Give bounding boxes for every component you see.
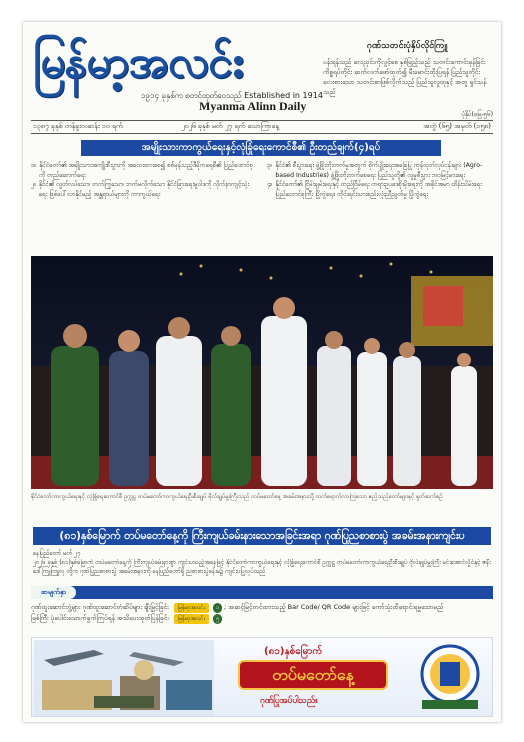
objective-item <box>31 161 257 180</box>
english-name: Myanma Alinn Daily <box>199 99 307 113</box>
story-dateline: နေပြည်တော် မတ် ၂၇ <box>33 550 81 557</box>
secondary-headline: (၈၁)နှစ်မြောက် တပ်မတော်နေ့ကို ကြီးကျယ်ခမ်းနားသောအခြင်းအရာ ဂုဏ်ပြုညစာစားပွဲ အခမ်းအနားကျင်းပ <box>33 527 491 545</box>
objective-number: ၁။ <box>31 162 37 169</box>
objectives-column-right <box>267 161 493 251</box>
inside-teasers <box>31 602 493 636</box>
ad-armed-forces-day: တပ်မတော်နေ့ <box>238 660 388 690</box>
teaser-link[interactable]: အဆင့်မြင့်တင်ထားသည့် Bar Code/ QR Code များဖြင့် ကော်သုံးထိရောင်းရမှုသောမည် <box>228 603 444 611</box>
objective-item <box>267 180 493 199</box>
objective-text: နိုင်ငံတော်၏ အမျိုးသားအကျိုးစီးပွားကို အလေးထားစေ၍ စစ်မှန်သည့်ဒီမိုကရေစီ၏ ပြည်ထောင်စုကို တည်ဆောက်ရေး <box>39 162 254 179</box>
teaser-row <box>31 613 493 624</box>
myanmar-date: ၁၃၈၇ ခုနှစ် တန်ခူးလဆန်း ၁၀ ရက် <box>33 122 123 130</box>
story-body: ၂၀၂၆ ခုနှစ် (၈၁)နှစ်မြောက် တပ်မတော်နေ့ကို ကြီးကျယ်ခမ်းနားစွာ ကျင်းပသည့်အနေဖြင့် နိုင်ငံတော်ကာကွယ်ရေးနှင့် လုံခြုံရေးကောင်စီ ဥက္ကဋ္ဌ တပ်မတော်ကာကွယ်ရေးဦးစီးချုပ် ဗိုလ်ချုပ်မှူးကြီး မင်းအောင်လှိုင်နှင့် ဇနီး ဒေါ်ကြူကြူလှ တို့က ဂုဏ်ပြုညစာစားပွဲ အခမ်းအနားကို နေပြည်တော်ရှိ ညစာစားပွဲခန်းမ၌ ကျင်းပပြုလုပ်သည် <box>33 559 491 575</box>
objectives-column-left <box>31 161 257 251</box>
objective-text: နိုင်ငံတော်၏ ငြိမ်းချမ်းရေးနှင့် တည်ငြိမ်ရေး တရားဥပဒေစိုးမိုးရေးကို အခိုင်အမာ ထိန်းသိမ်းရေး ပြည်ထောင်စုကြီး ပြိုကွဲရေး၊ တိုင်းရင်းသားစည်းလုံးညီညွတ်မှု ပြိုကွဲရေး <box>275 181 482 198</box>
established-line: ၁၉၁၄ ခုနှစ်က စတင်ထုတ်ဝေသည် Established in 1914 <box>141 91 323 100</box>
objective-number: ၄။ <box>267 181 273 188</box>
objective-item <box>31 180 257 199</box>
newspaper-title: မြန်မာ့အလင်း <box>33 37 243 88</box>
objective-number: ၂။ <box>31 181 36 188</box>
reception-photo-illustration <box>31 256 493 489</box>
print-reference: ပုံနှိပ်(ဖမြ-၅၆) <box>461 111 493 118</box>
teaser-tag: မြန်မာ့အလင်း <box>174 603 209 613</box>
newspaper-front-page <box>23 22 501 722</box>
teaser-row: ဂုဏ်ထူးဆောင်ဘွဲ့များ ဂုဏ်ထူးဆောင်တံဆိပ်များ ချီးမြှင့်ခြင်း မြန်မာ့အလင်း ၁ ; အဆင့်မြင့်တင်ထားသည့် Bar Code/ QR Code များဖြင့် ကော်သုံးထိရောင်းရမှုသောမည် <box>31 603 444 611</box>
dateline <box>31 120 493 134</box>
section-bar <box>31 586 493 599</box>
motto-title: ဂုဏ်သတင်းပုံနှိပ်လိုင်ကြူ <box>366 41 448 51</box>
teaser-link[interactable]: ဂုဏ်ထူးဆောင်ဘွဲ့များ ဂုဏ်ထူးဆောင်တံဆိပ်များ ချီးမြှင့်ခြင်း <box>31 603 169 611</box>
objective-number: ၃။ <box>267 162 273 169</box>
motto-text: ပန်းရန်သည် လေညှင်းကိုလွင့်စေ နှစ်မြည့်သည် သတင်းကောင်းမှန်ခြင်း ကိစ္စရပ်တိုင်း ဆက်လက်ဖော်ထုတ်၍ မီးမောင်းထိုးပြရန် ပြည်သူတိုင်း လေးစားသော သတင်းစာဖြစ်လိုက်သည် ပြည်သူလူထုနှင့် အတူ ရှင်သန်သည် <box>323 58 487 96</box>
military-collage-image <box>34 640 214 716</box>
main-headline: အမျိုးသားကာကွယ်ရေးနှင့်လုံခြုံရေးကောင်စီ၏ ဦးတည်ချက်(၄)ရပ် <box>81 140 441 156</box>
objective-item <box>267 161 493 180</box>
gregorian-date: ၂၀၂၆ ခုနှစ် မတ် ၂၇ ရက် သောကြာနေ့ <box>181 122 279 130</box>
sponsor-logo <box>418 644 482 710</box>
photo-caption: နိုင်ငံတော်ကာကွယ်ရေးနှင့် လုံခြုံရေးကောင်စီ ဥက္ကဋ္ဌ တပ်မတော်ကာကွယ်ရေးဦးစီးချုပ် ဗိုလ်ချုပ်မှူးကြီးသည် တပ်မတော်နေ့ အခမ်းအနားသို့ တက်ရောက်လာကြသော ဧည့်သည်တော်များနှင့် နှုတ်ဆက်စဉ် <box>31 494 443 500</box>
masthead <box>33 36 323 113</box>
motto-box <box>323 40 491 106</box>
advertisement <box>31 637 493 717</box>
ad-tribute: ဂုဏ်ပြုအပ်ပါသည်။ <box>260 696 318 706</box>
objectives-list <box>31 161 493 251</box>
section-label: စာမျက်နှာ <box>31 586 76 599</box>
teaser-page: ၁ <box>213 603 222 613</box>
ad-anniversary: (၈၁)နှစ်မြောက် <box>264 646 323 657</box>
teaser-tag: မြန်မာ့အလင်း <box>174 614 209 624</box>
objective-text: နိုင်ငံ၏ စီးပွားရေး ဖွံ့ဖြိုးတိုးတက်မှုအတွက် စိုက်ပျိုးရေးအခြေပြု ကုန်ထုတ်လုပ်ငန်းများ (Agro-based Industries) ဖွံ့ဖြိုးတိုးတက်စေရေး ပြည်သူတို့၏ လူမှုစီးပွား ဘဝမြင့်မားရေး <box>275 162 483 179</box>
lead-photo <box>31 256 493 489</box>
teaser-link[interactable]: မြစ်ကြီး ပုံပေါင်းသောက်ခွက်ကြပ်ရန် အသိပေးထုတ်ပြန်ခြင်း <box>31 614 169 622</box>
objective-text: နိုင်ငံ၏ လွတ်လပ်သော၊ တက်ကြွသော၊ ဘက်မလိုက်သော နိုင်ငံခြားရေးမူဝါဒကို လိုက်နာကျင့်သုံးရေး ဖြစ်ပေါ်လာနိုင်မည့် အန္တရာယ်များကို ကာကွယ်ရေး <box>38 181 250 198</box>
teaser-page: ၅ <box>213 614 222 624</box>
issue-number: အတွဲ (၆၅) အမှတ် (၁၅၈) <box>423 122 491 130</box>
